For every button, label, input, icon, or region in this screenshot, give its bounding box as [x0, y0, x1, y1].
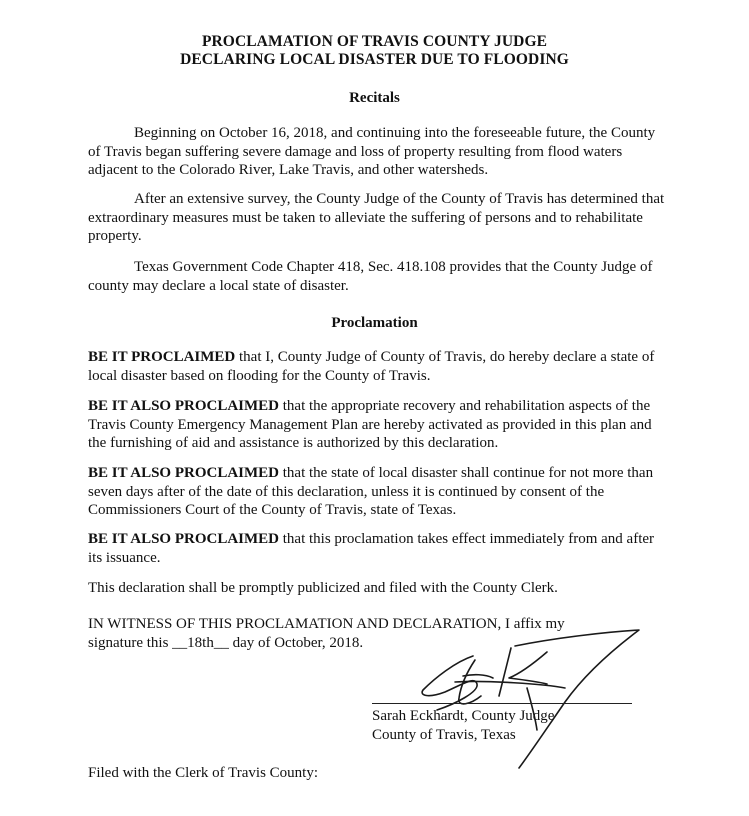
recital-paragraph-2: After an extensive survey, the County Judge of the County of Travis has determined that extraordinary measures must be taken to alleviate the suffering of persons and to rehabilitate property. — [88, 191, 665, 244]
clause-text: that this proclamation takes effect immediately from and after its issuance. — [88, 531, 655, 566]
clause-text: that I, County Judge of County of Travis, do hereby declare a state of local disaster based on flooding for the County of Travis. — [88, 349, 655, 384]
proclamation-clause-4 — [88, 530, 668, 567]
witness-paragraph: IN WITNESS OF THIS PROCLAMATION AND DECLARATION, I affix my signature this __18th__ day of October, 2018. — [88, 616, 565, 651]
clause-lead: BE IT ALSO PROCLAIMED — [88, 531, 280, 547]
proclamation-heading: Proclamation — [331, 315, 418, 331]
signer-name: Sarah Eckhardt, County Judge — [372, 708, 555, 724]
clause-lead: BE IT ALSO PROCLAIMED — [88, 465, 280, 481]
handwritten-signature — [415, 618, 655, 778]
proclamation-clause-3 — [88, 464, 668, 520]
recitals-heading: Recitals — [349, 90, 400, 106]
clause-text: that the appropriate recovery and rehabilitation aspects of the Travis County Emergency Management Plan are hereby activated as provided in this plan and the furnishing of aid and assistance is authorized by this declaration. — [88, 398, 652, 451]
filed-with-clerk: Filed with the Clerk of Travis County: — [88, 765, 319, 781]
publicize-paragraph: This declaration shall be promptly publicized and filed with the County Clerk. — [88, 580, 558, 596]
clause-text: that the state of local disaster shall continue for not more than seven days after of the date of this declaration, unless it is continued by consent of the Commissioners Court of the County of Travis, state of Texas. — [88, 465, 654, 518]
proclamation-clause-2 — [88, 397, 668, 453]
signer-office: County of Travis, Texas — [372, 727, 516, 743]
clause-lead: BE IT PROCLAIMED — [88, 349, 236, 365]
recital-paragraph-3: Texas Government Code Chapter 418, Sec. 418.108 provides that the County Judge of county may declare a local state of disaster. — [88, 259, 653, 294]
recital-paragraph-1: Beginning on October 16, 2018, and continuing into the foreseeable future, the County of Travis began suffering severe damage and loss of property resulting from flood waters adjacent to the Colorado River, Lake Travis, and other watersheds. — [88, 125, 656, 178]
document-title-line-2: DECLARING LOCAL DISASTER DUE TO FLOODING — [180, 51, 569, 68]
document-title-line-1: PROCLAMATION OF TRAVIS COUNTY JUDGE — [201, 33, 548, 50]
signature-line — [372, 703, 632, 704]
clause-lead: BE IT ALSO PROCLAIMED — [88, 398, 280, 414]
proclamation-clause-1 — [88, 348, 668, 385]
